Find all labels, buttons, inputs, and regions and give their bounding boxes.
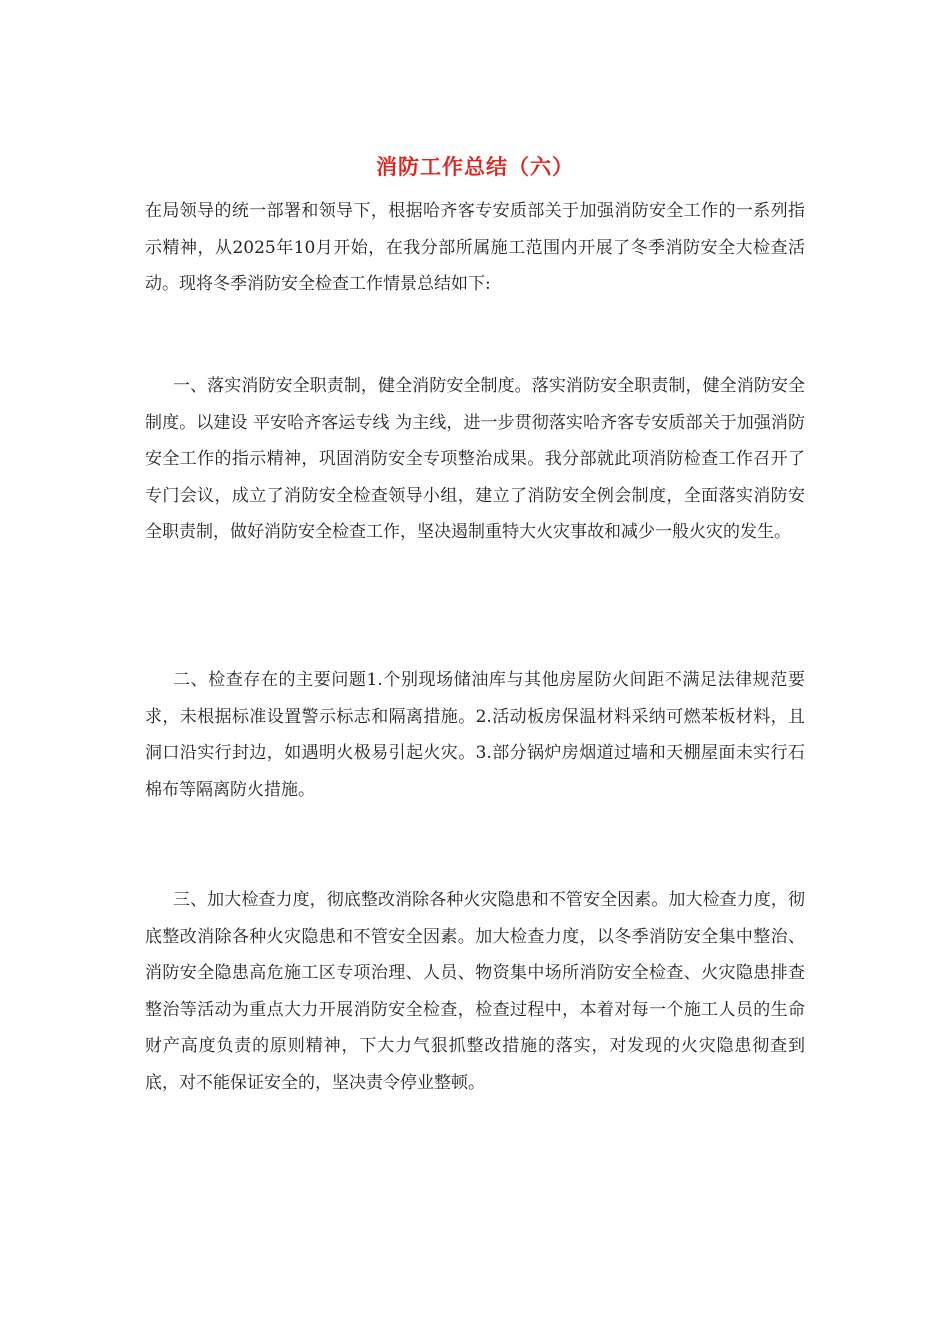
section-paragraph-1: 一、落实消防安全职责制，健全消防安全制度。落实消防安全职责制，健全消防安全制度。以建设 平安哈齐客运专线 为主线，进一步贯彻落实哈齐客专安质部关于加强消防安全工作的指示精神，巩固消防安全专项整治成果。我分部就此项消防检查工作召开了专门会议，成立了消防安全检查领导小组，建立了消防安全例会制度，全面落实消防安全职责制，做好消防安全检查工作，坚决遏制重特大火灾事故和减少一般火灾的发生。 (145, 376, 805, 543)
document-title: 消防工作总结（六） (376, 154, 574, 179)
section-paragraph-3: 三、加大检查力度，彻底整改消除各种火灾隐患和不管安全因素。加大检查力度，彻底整改消除各种火灾隐患和不管安全因素。加大检查力度，以冬季消防安全集中整治、消防安全隐患高危施工区专项治理、人员、物资集中场所消防安全检查、火灾隐患排查整治等活动为重点大力开展消防安全检查，检查过程中，本着对每一个施工人员的生命财产高度负责的原则精神，下大力气狠抓整改措施的落实，对发现的火灾隐患彻查到底，对不能保证安全的，坚决责令停业整顿。 (145, 890, 805, 1093)
section-paragraph-2: 二、检查存在的主要问题1.个别现场储油库与其他房屋防火间距不满足法律规范要求，未根据标准设置警示标志和隔离措施。2.活动板房保温材料采纳可燃苯板材料，且洞口沿实行封边，如遇明火极易引起火灾。3.部分锅炉房烟道过墙和天棚屋面未实行石棉布等隔离防火措施。 (145, 670, 805, 800)
intro-paragraph: 在局领导的统一部署和领导下，根据哈齐客专安质部关于加强消防安全工作的一系列指示精神，从2025年10月开始，在我分部所属施工范围内开展了冬季消防安全大检查活动。现将冬季消防安全检查工作情景总结如下: (145, 201, 805, 295)
